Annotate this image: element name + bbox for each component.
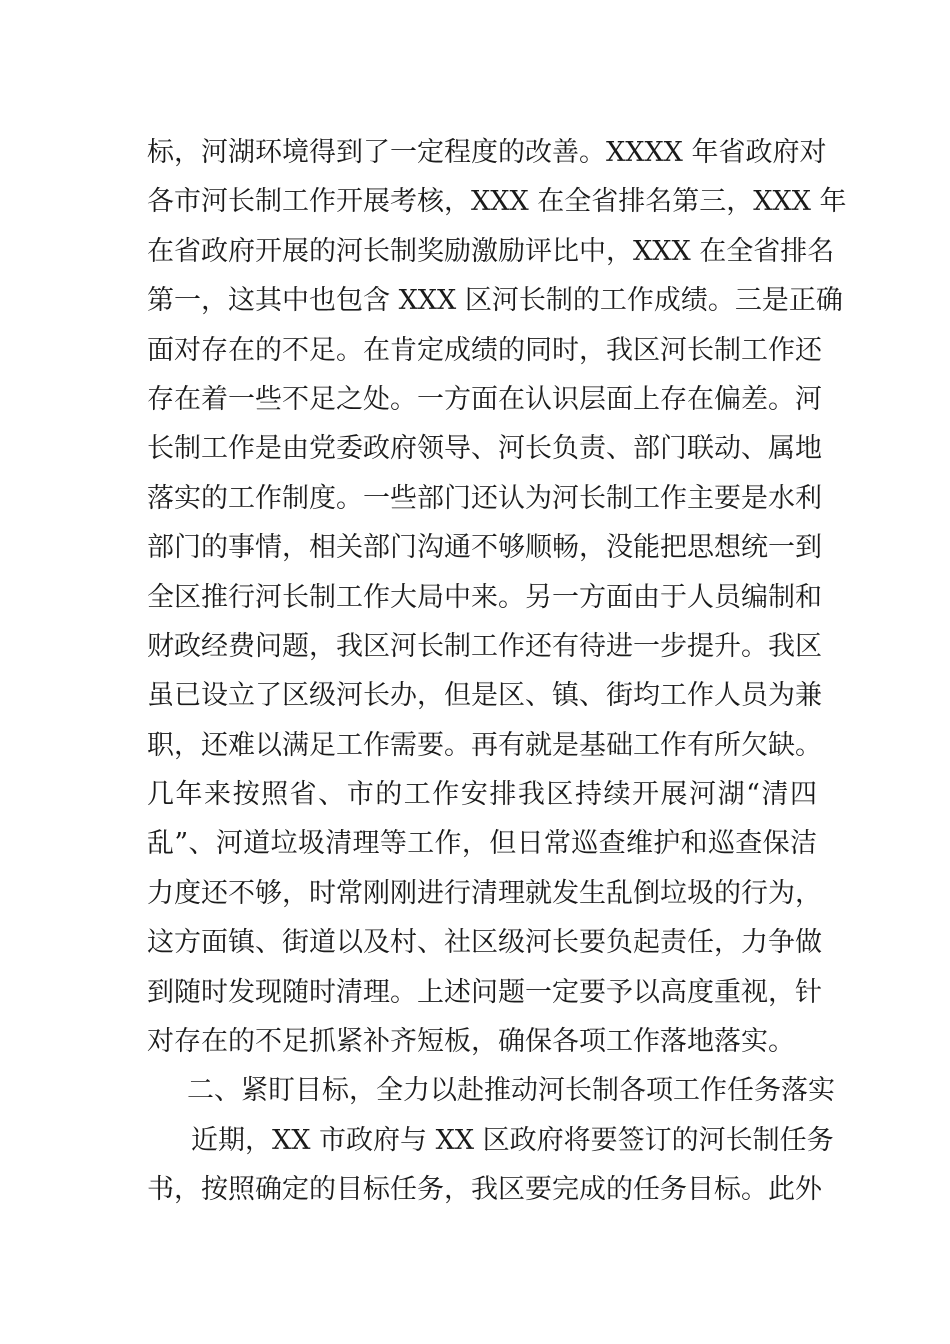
text-line: 在省政府开展的河长制奖励激励评比中，XXX 在全省排名 bbox=[147, 235, 835, 267]
text-line: 部门的事情，相关部门沟通不够顺畅，没能把思想统一到 bbox=[147, 532, 822, 564]
body-text bbox=[147, 128, 847, 1215]
text-line: 财政经费问题，我区河长制工作还有待进一步提升。我区 bbox=[147, 630, 822, 662]
text-line: 到随时发现随时清理。上述问题一定要予以高度重视，针 bbox=[147, 976, 822, 1008]
text-line: 各市河长制工作开展考核，XXX 在全省排名第三，XXX 年 bbox=[147, 186, 847, 218]
text-line: 落实的工作制度。一些部门还认为河长制工作主要是水利 bbox=[147, 482, 822, 514]
text-line: 全区推行河长制工作大局中来。另一方面由于人员编制和 bbox=[147, 581, 822, 613]
text-line: 长制工作是由党委政府领导、河长负责、部门联动、属地 bbox=[147, 433, 822, 465]
text-line: 存在着一些不足之处。一方面在认识层面上存在偏差。河 bbox=[147, 383, 822, 415]
text-line: 虽已设立了区级河长办，但是区、镇、街均工作人员为兼 bbox=[147, 680, 822, 712]
text-line: 这方面镇、街道以及村、社区级河长要负起责任，力争做 bbox=[147, 927, 822, 959]
text-line: 职，还难以满足工作需要。再有就是基础工作有所欠缺。 bbox=[147, 729, 822, 761]
text-line: 对存在的不足抓紧补齐短板，确保各项工作落地落实。 bbox=[147, 1026, 795, 1058]
text-line: 书，按照确定的目标任务，我区要完成的任务目标。此外 bbox=[147, 1174, 822, 1206]
text-line: 近期，XX 市政府与 XX 区政府将要签订的河长制任务 bbox=[191, 1124, 834, 1156]
text-line: 乱”、河道垃圾清理等工作，但日常巡查维护和巡查保洁 bbox=[147, 828, 817, 860]
section-heading: 二、紧盯目标，全力以赴推动河长制各项工作任务落实 bbox=[187, 1075, 835, 1107]
text-line: 几年来按照省、市的工作安排我区持续开展河湖“清四 bbox=[147, 779, 817, 811]
text-line: 面对存在的不足。在肯定成绩的同时，我区河长制工作还 bbox=[147, 334, 822, 366]
text-line: 第一，这其中也包含 XXX 区河长制的工作成绩。三是正确 bbox=[147, 285, 843, 317]
text-line: 标，河湖环境得到了一定程度的改善。XXXX 年省政府对 bbox=[147, 137, 827, 168]
text-line: 力度还不够，时常刚刚进行清理就发生乱倒垃圾的行为， bbox=[147, 877, 822, 909]
